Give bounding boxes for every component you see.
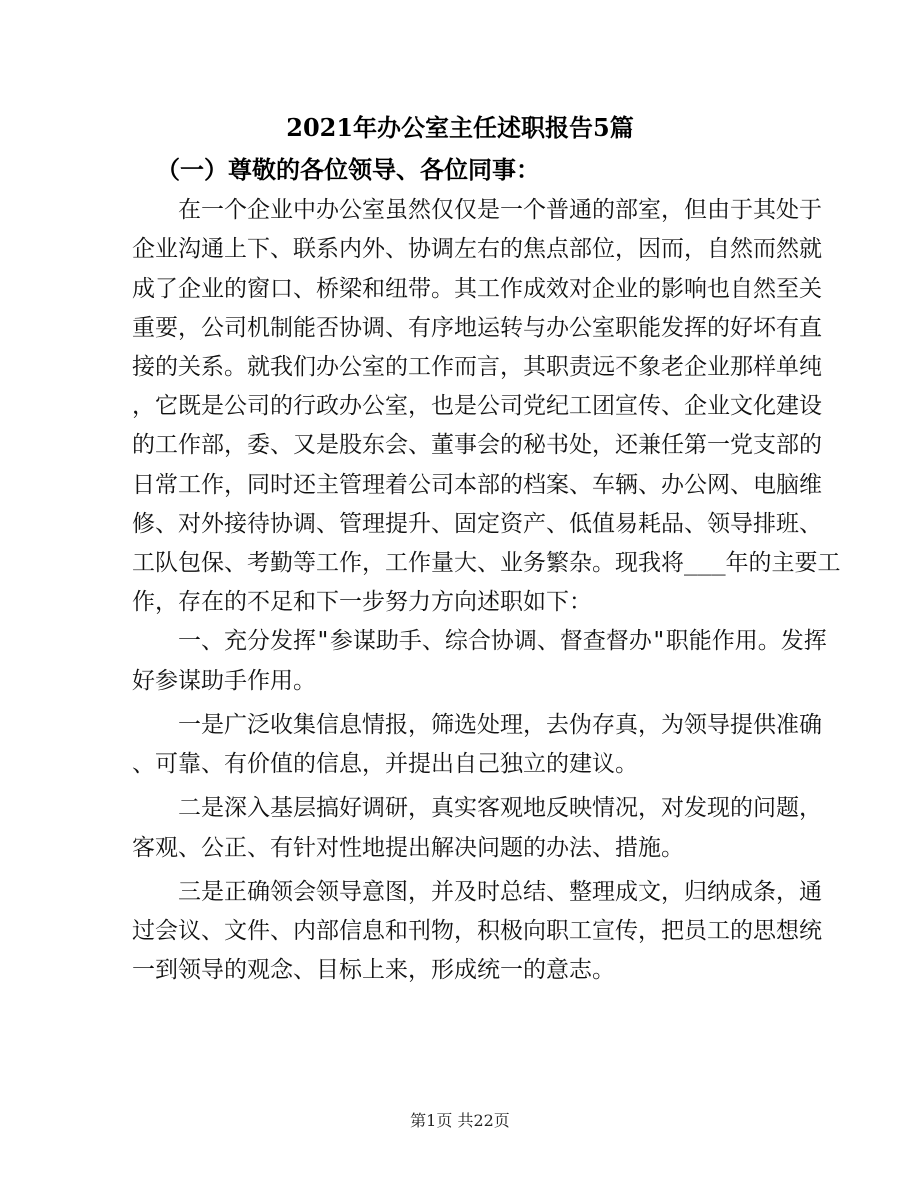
section-heading: （一）尊敬的各位领导、各位同事： (156, 155, 540, 184)
page-footer: 第1页 共22页 (410, 1111, 510, 1130)
body-line: 接的关系。就我们办公室的工作而言，其职责远不象老企业那样单纯 (132, 354, 822, 380)
body-line: 好参谋助手作用。 (132, 668, 316, 694)
body-line: 、可靠、有价值的信息，并提出自己独立的建议。 (132, 751, 638, 777)
body-line: 工队包保、考勤等工作，工作量大、业务繁杂。现我将___年的主要工 (132, 550, 841, 576)
body-line: 成了企业的窗口、桥梁和纽带。其工作成效对企业的影响也自然至关 (132, 276, 822, 302)
body-line: 过会议、文件、内部信息和刊物，积极向职工宣传，把员工的思想统 (132, 918, 822, 944)
body-line: 二是深入基层搞好调研，真实客观地反映情况，对发现的问题， (178, 795, 822, 821)
body-line: 一、充分发挥"参谋助手、综合协调、督查督办"职能作用。发挥 (178, 628, 827, 654)
body-line: 的工作部，委、又是股东会、董事会的秘书处，还兼任第一党支部的 (132, 432, 822, 458)
body-line: 修、对外接待协调、管理提升、固定资产、低值易耗品、领导排班、 (132, 511, 822, 537)
body-line: 企业沟通上下、联系内外、协调左右的焦点部位，因而，自然而然就 (132, 236, 822, 262)
body-line: 重要，公司机制能否协调、有序地运转与办公室职能发挥的好坏有直 (132, 315, 822, 341)
body-line: 三是正确领会领导意图，并及时总结、整理成文，归纳成条，通 (178, 879, 822, 905)
body-line: 日常工作，同时还主管理着公司本部的档案、车辆、办公网、电脑维 (132, 472, 822, 498)
body-line: 客观、公正、有针对性地提出解决问题的办法、措施。 (132, 835, 684, 861)
body-line: 一是广泛收集信息情报，筛选处理，去伪存真，为领导提供准确 (178, 712, 822, 738)
body-line: 作，存在的不足和下一步努力方向述职如下： (132, 589, 592, 615)
body-line: 在一个企业中办公室虽然仅仅是一个普通的部室，但由于其处于 (178, 197, 822, 223)
document-title: 2021年办公室主任述职报告5篇 (286, 113, 634, 142)
body-line: ，它既是公司的行政办公室，也是公司党纪工团宣传、企业文化建设 (132, 393, 822, 419)
body-line: 一到领导的观念、目标上来，形成统一的意志。 (132, 957, 615, 983)
